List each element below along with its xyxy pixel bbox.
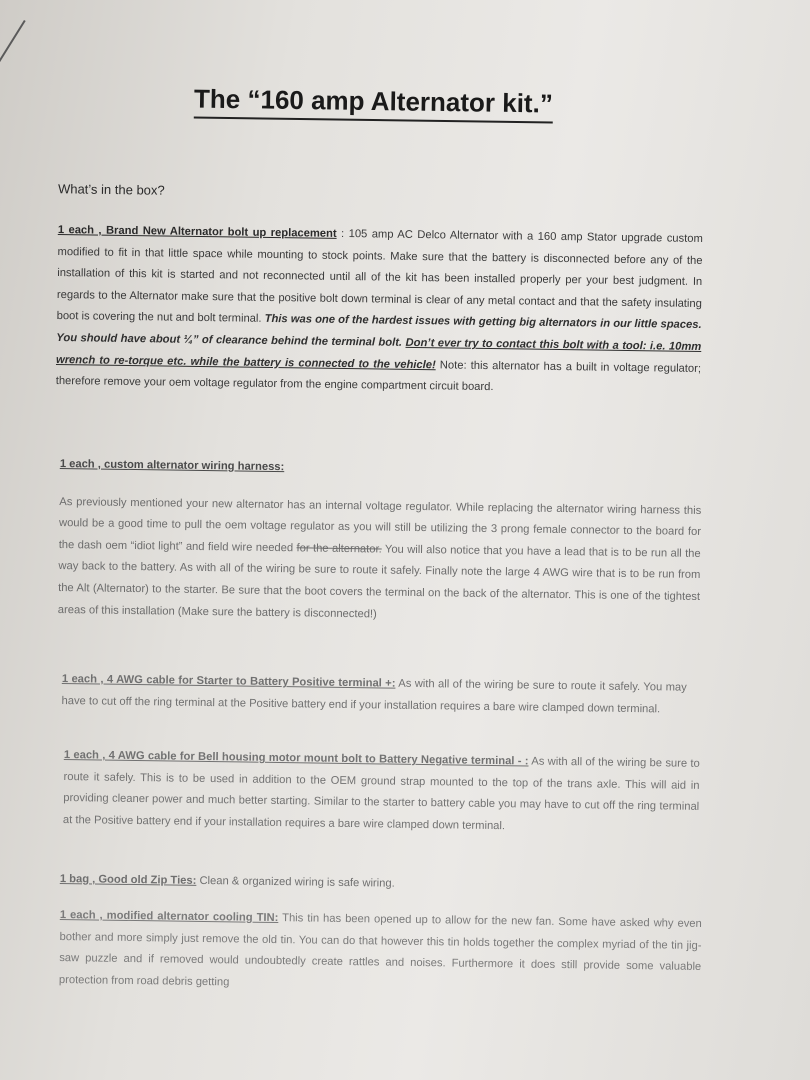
cooling-tin-text: This tin has been opened up to allow for the new fan. Some have asked why even bother and more simply just remove the old tin. You can do that however this tin holds together the complex myriad of the tin jig-saw puzzle and if removed would undoubtedly create rattles and noises. Furthermore it does still provide some valuable protection from road debris getting (58, 912, 702, 989)
wiring-harness-text-2: You will also notice that you have a lead that is to be run all the way back to the battery. As with all of the wiring be sure to route it safely. Finally note the large 4 AWG wire that is to be run from the Alt (Alternator) to the starter. Be sure that the boot covers the terminal on the back of the alternator. This is one of the tightest areas of this installation (Make sure the battery is disconnected!) (57, 543, 701, 621)
battery-warning: Don’t ever try to contact this bolt with a tool: i.e. 10mm wrench to re-torque etc. while the battery is connected to the vehicle! (55, 336, 702, 371)
alternator-section (56, 220, 703, 402)
negative-cable-text: As with all of the wiring be sure to route it safely. This is to be used in addition to the OEM ground strap mounted to the top of the trans axle. This will aid in providing cleaner power and much better starting. Similar to the starter to battery cable you may have to cut off the ring terminal at the Positive battery end if your installation requires a bare wire clamped down terminal. (62, 755, 700, 832)
regulator-note: Note: this alternator has a built in voltage regulator; therefore remove your oem voltage regulator from the engine compartment circuit board. (55, 358, 702, 394)
alternator-description: 105 amp AC Delco Alternator with a 160 amp Stator upgrade custom modified to fit in that little space while mounting to stock points. Make sure that the battery is disconnected before any of the installation of this kit is started and not reconnected until all of the kit has been installed properly per your best judgment. In regards to the Alternator make sure that the positive bolt down terminal is clear of any metal contact and that the safety insulating boot is covering the nut and bolt terminal. (56, 228, 703, 326)
negative-cable-heading: 1 each , 4 AWG cable for Bell housing motor mount bolt to Battery Negative terminal - : (63, 748, 529, 768)
wiring-harness-heading: 1 each , custom alternator wiring harness: (59, 457, 285, 474)
pen-mark (0, 20, 26, 65)
document-title: The “160 amp Alternator kit.” (194, 83, 553, 123)
box-contents-question: What’s in the box? (57, 181, 165, 198)
wiring-harness-strikethrough: for the alternator. (296, 542, 382, 556)
zip-ties-section (60, 869, 700, 900)
clearance-warning: This was one of the hardest issues with getting big alternators in our little spaces. You should have about ¼” of clearance behind the terminal bolt. (56, 313, 702, 349)
positive-cable-text: As with all of the wiring be sure to route it safely. You may have to cut off the ring terminal at the Positive battery end if your installation requires a bare wire clamped down terminal. (61, 677, 687, 715)
alternator-heading-separator: : (336, 227, 349, 241)
zip-ties-heading: 1 bag , Good old Zip Ties: (59, 872, 197, 887)
positive-cable-section (61, 669, 687, 721)
positive-cable-heading: 1 each , 4 AWG cable for Starter to Battery Positive terminal +: (61, 672, 396, 690)
wiring-harness-section (58, 454, 702, 630)
alternator-heading: 1 each , Brand New Alternator bolt up replacement (57, 223, 337, 240)
negative-cable-section (63, 745, 700, 840)
cooling-tin-section (59, 905, 702, 1000)
cooling-tin-heading: 1 each , modified alternator cooling TIN: (59, 908, 279, 925)
wiring-harness-text-1: As previously mentioned your new alternator has an internal voltage regulator. While replacing the alternator wiring harness this would be a good time to pull the oem voltage regulator as you will still be utilizing the 3 prong female connector to the board for the dash oem “idiot light” and field wire needed (58, 495, 702, 555)
zip-ties-text: Clean & organized wiring is safe wiring. (199, 874, 395, 890)
